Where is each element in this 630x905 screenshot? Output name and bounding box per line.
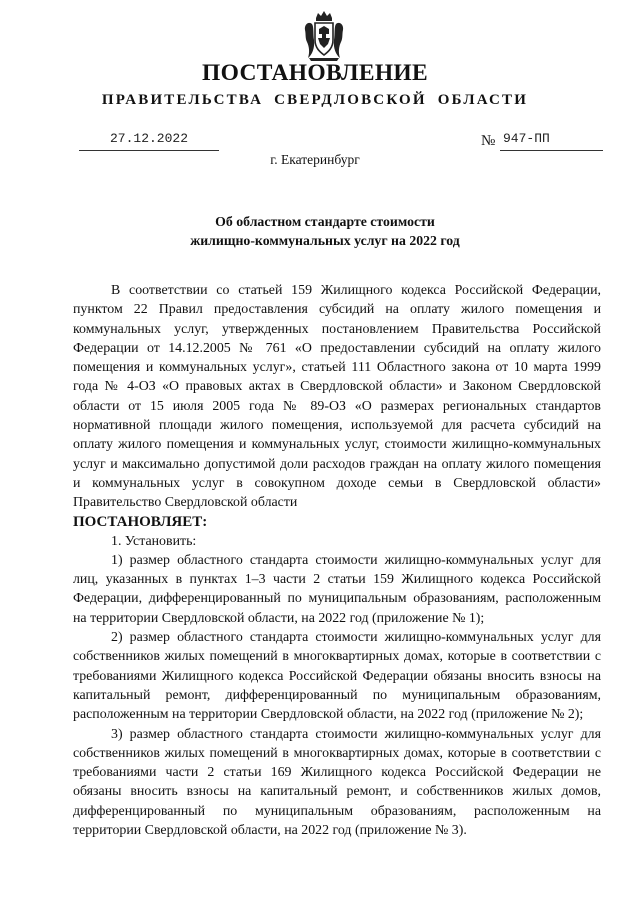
- document-type-title: ПОСТАНОВЛЕНИЕ: [202, 60, 428, 86]
- heading-line-1: Об областном стандарте стоимости: [215, 214, 435, 229]
- document-date: 27.12.2022: [109, 131, 188, 146]
- preamble-paragraph: В соответствии со статьей 159 Жилищного кодекса Российской Федерации, пунктом 22 Правил предоставления субсидий на оплату жилого помещения и коммунальных услуг, утвержденных постановлением Правительства Российской Федерации от 14.12.2005 № 761 «О предоставлении субсидий на оплату жилого помещения и коммунальных услуг», статьей 111 Областного закона от 10 марта 1999 года № 4-ОЗ «О правовых актах в Свердловской области» и Законом Свердловской области от 15 июля 2005 года № 89-ОЗ «О размерах региональных стандартов нормативной площади жилого помещения, используемой для расчета субсидий на оплату жилого помещения и коммунальных услуг, стоимости жилищно-коммунальных услуг и максимально допустимой доли расходов граждан на оплату жилого помещения и коммунальных услуг в совокупном доходе семьи в Свердловской области» Правительство Свердловской области: [73, 283, 601, 511]
- subitem-1: 1) размер областного стандарта стоимости жилищно-коммунальных услуг для лиц, указанных в пунктах 1–3 части 2 статьи 159 Жилищного кодекса Российской Федерации, дифференцированный по муниципальным образованиям, расположенным на территории Свердловской области, на 2022 год (приложение № 1);: [73, 552, 601, 626]
- decree-word: ПОСТАНОВЛЯЕТ:: [73, 513, 208, 530]
- coat-of-arms-icon: [303, 10, 345, 62]
- date-underline: [79, 150, 219, 151]
- issuer-subtitle: ПРАВИТЕЛЬСТВА СВЕРДЛОВСКОЙ ОБЛАСТИ: [101, 92, 529, 108]
- document-heading: [60, 212, 590, 250]
- subitem-2: 2) размер областного стандарта стоимости жилищно-коммунальных услуг для собственников жилых помещений в многоквартирных домах, которые в соответствии с требованиями Жилищного кодекса Российской Федерации обязаны вносить взносы на капитальный ремонт, дифференцированный по муниципальным образованиям, расположенным на территории Свердловской области, на 2022 год (приложение № 2);: [73, 630, 601, 723]
- subitem-3: 3) размер областного стандарта стоимости жилищно-коммунальных услуг для собственников жилых помещений в многоквартирных домах, которые в соответствии с требованиями части 2 статьи 169 Жилищного кодекса Российской Федерации не обязаны вносить взносы на капитальный ремонт, и собственников жилых домов, дифференцированный по муниципальным образованиям, расположенным на территории Свердловской области, на 2022 год (приложение № 3).: [73, 726, 601, 839]
- heading-line-2: жилищно-коммунальных услуг на 2022 год: [190, 233, 460, 248]
- number-sign: №: [481, 133, 496, 149]
- document-number: 947-ПП: [503, 131, 550, 146]
- number-underline: [500, 150, 603, 151]
- issue-city: г. Екатеринбург: [270, 152, 360, 167]
- item-1: 1. Установить:: [111, 533, 197, 549]
- document-body: [73, 281, 601, 840]
